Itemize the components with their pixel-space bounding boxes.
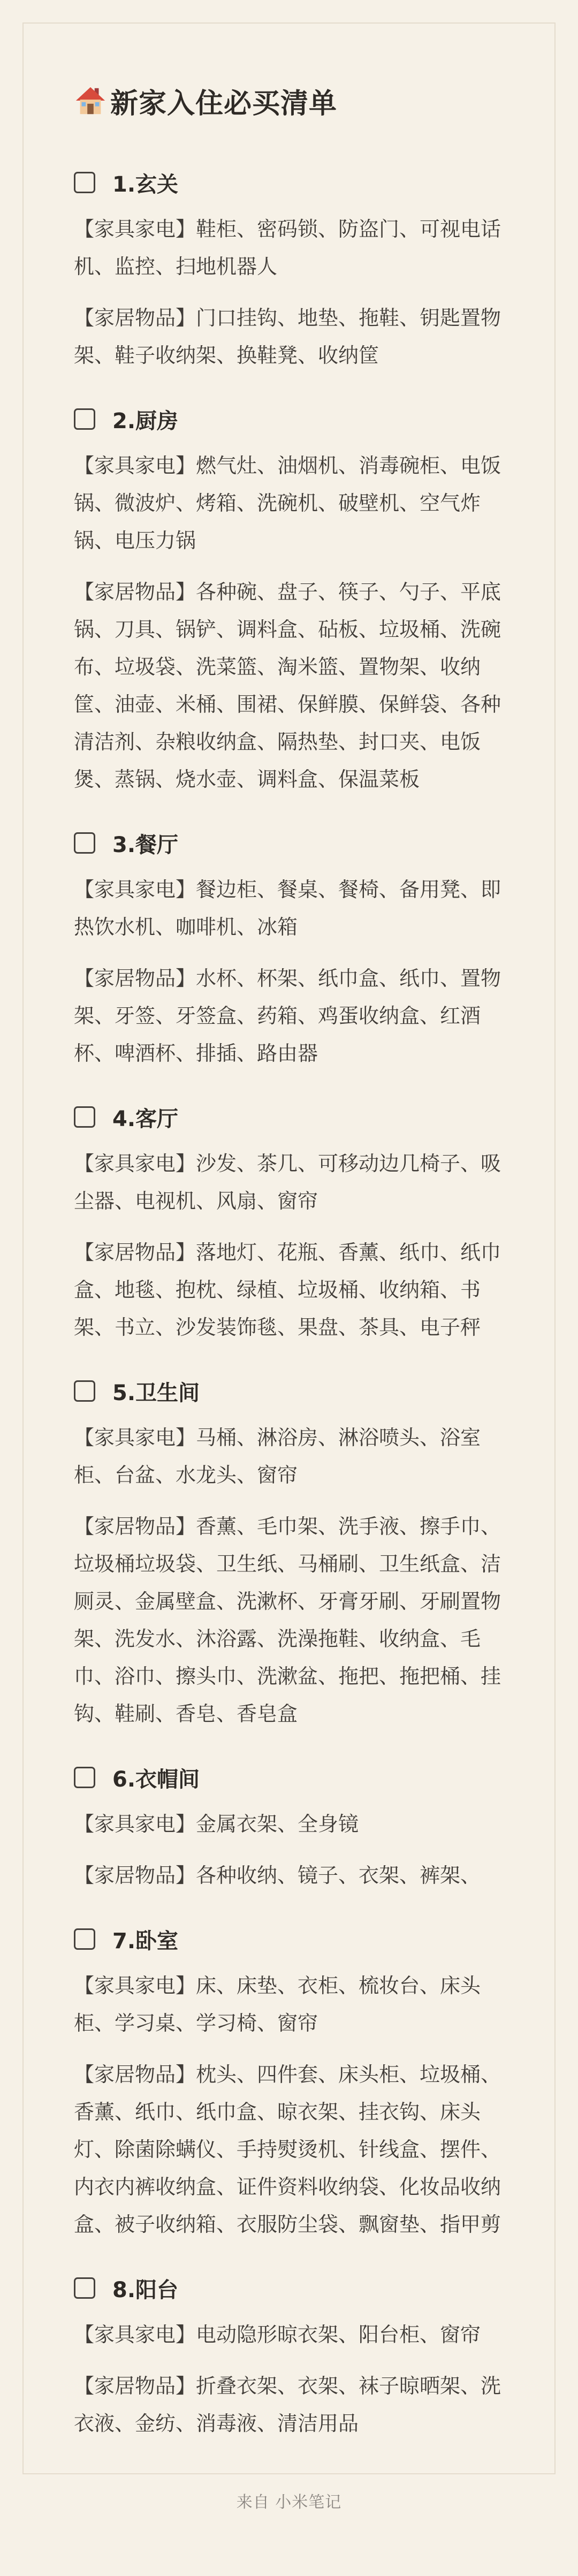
category-label: 【家居物品】	[74, 2374, 196, 2398]
item-paragraph	[74, 573, 513, 798]
item-paragraph	[74, 299, 513, 374]
category-label: 【家居物品】	[74, 580, 196, 604]
item-paragraph	[74, 1857, 513, 1894]
category-label: 【家具家电】	[74, 217, 196, 241]
item-list-text: 餐边柜、餐桌、餐椅、备用凳、即热饮水机、咖啡机、冰箱	[74, 878, 501, 939]
category-label: 【家具家电】	[74, 454, 196, 477]
section-header	[74, 1095, 513, 1139]
item-list-text: 落地灯、花瓶、香薰、纸巾、纸巾盒、地毯、抱枕、绿植、垃圾桶、收纳箱、书架、书立、沙发装饰毯、果盘、茶具、电子秤	[74, 1241, 501, 1339]
category-label: 【家居物品】	[74, 1241, 196, 1264]
category-label: 【家具家电】	[74, 1974, 196, 1997]
item-paragraph	[74, 2367, 513, 2442]
checklist-section	[74, 1755, 513, 1894]
item-paragraph	[74, 210, 513, 285]
item-list-text: 马桶、淋浴房、淋浴喷头、浴室柜、台盆、水龙头、窗帘	[74, 1426, 481, 1487]
house-icon	[74, 84, 107, 117]
item-list-text: 沙发、茶几、可移动边几椅子、吸尘器、电视机、风扇、窗帘	[74, 1152, 501, 1213]
checklist-section	[74, 397, 513, 798]
section-title: 4.客厅	[112, 1106, 179, 1131]
item-list-text: 电动隐形晾衣架、阳台柜、窗帘	[196, 2323, 481, 2346]
category-label: 【家居物品】	[74, 1515, 196, 1538]
item-list-text: 折叠衣架、衣架、袜子晾晒架、洗衣液、金纺、消毒液、清洁用品	[74, 2374, 501, 2435]
checklist-section	[74, 2266, 513, 2442]
item-paragraph	[74, 2056, 513, 2243]
section-checkbox[interactable]	[74, 172, 95, 193]
checklist	[74, 160, 513, 2442]
item-list-text: 床、床垫、衣柜、梳妆台、床头柜、学习桌、学习椅、窗帘	[74, 1974, 481, 2035]
category-label: 【家居物品】	[74, 1864, 196, 1887]
item-paragraph	[74, 960, 513, 1072]
item-paragraph	[74, 1805, 513, 1843]
category-label: 【家具家电】	[74, 1812, 196, 1836]
section-title: 3.餐厅	[112, 832, 179, 857]
note-title	[74, 78, 513, 124]
section-checkbox[interactable]	[74, 1380, 95, 1402]
section-checkbox[interactable]	[74, 2277, 95, 2299]
category-label: 【家居物品】	[74, 2063, 196, 2086]
section-checkbox[interactable]	[74, 408, 95, 430]
item-paragraph	[74, 447, 513, 559]
section-checkbox[interactable]	[74, 832, 95, 854]
checklist-section	[74, 1917, 513, 2243]
item-paragraph	[74, 1145, 513, 1220]
section-header	[74, 1917, 513, 1962]
category-label: 【家居物品】	[74, 306, 196, 330]
item-list-text: 金属衣架、全身镜	[196, 1812, 359, 1836]
section-title: 5.卫生间	[112, 1380, 200, 1405]
category-label: 【家具家电】	[74, 878, 196, 901]
section-header	[74, 820, 513, 865]
item-list-text: 鞋柜、密码锁、防盗门、可视电话机、监控、扫地机器人	[74, 217, 501, 278]
section-checkbox[interactable]	[74, 1106, 95, 1128]
section-title: 1.玄关	[112, 172, 179, 197]
category-label: 【家具家电】	[74, 1152, 196, 1175]
item-paragraph	[74, 1967, 513, 2042]
item-paragraph	[74, 871, 513, 946]
checklist-section	[74, 1369, 513, 1732]
section-title: 6.衣帽间	[112, 1767, 200, 1792]
item-list-text: 各种收纳、镜子、衣架、裤架、	[196, 1864, 481, 1887]
section-header	[74, 2266, 513, 2311]
section-title: 2.厨房	[112, 408, 179, 434]
checklist-section	[74, 160, 513, 374]
section-title: 7.卧室	[112, 1928, 179, 1954]
item-paragraph	[74, 1234, 513, 1346]
item-list-text: 水杯、杯架、纸巾盒、纸巾、置物架、牙签、牙签盒、药箱、鸡蛋收纳盒、红酒杯、啤酒杯、排插、路由器	[74, 967, 501, 1065]
checklist-section	[74, 1095, 513, 1346]
category-label: 【家具家电】	[74, 1426, 196, 1449]
note-content[interactable]	[74, 78, 513, 2465]
item-list-text: 香薰、毛巾架、洗手液、擦手巾、垃圾桶垃圾袋、卫生纸、马桶刷、卫生纸盒、洁厕灵、金属壁盒、洗漱杯、牙膏牙刷、牙刷置物架、洗发水、沐浴露、洗澡拖鞋、收纳盒、毛巾、浴巾、擦头巾、洗漱盆、拖把、拖把桶、挂钩、鞋刷、香皂、香皂盒	[74, 1515, 501, 1726]
section-header	[74, 1755, 513, 1800]
item-paragraph	[74, 1419, 513, 1494]
item-list-text: 枕头、四件套、床头柜、垃圾桶、香薰、纸巾、纸巾盒、晾衣架、挂衣钩、床头灯、除菌除螨仪、手持熨烫机、针线盒、摆件、内衣内裤收纳盒、证件资料收纳袋、化妆品收纳盒、被子收纳箱、衣服防尘袋、飘窗垫、指甲剪	[74, 2063, 501, 2236]
note-title-text: 新家入住必买清单	[110, 87, 338, 120]
footer-source: 来自 小米笔记	[236, 2493, 342, 2512]
item-list-text: 各种碗、盘子、筷子、勺子、平底锅、刀具、锅铲、调料盒、砧板、垃圾桶、洗碗布、垃圾袋、洗菜篮、淘米篮、置物架、收纳筐、油壶、米桶、围裙、保鲜膜、保鲜袋、各种清洁剂、杂粮收纳盒、隔热垫、封口夹、电饭煲、蒸锅、烧水壶、调料盒、保温菜板	[74, 580, 501, 791]
category-label: 【家居物品】	[74, 967, 196, 990]
section-checkbox[interactable]	[74, 1767, 95, 1788]
item-list-text: 门口挂钩、地垫、拖鞋、钥匙置物架、鞋子收纳架、换鞋凳、收纳筐	[74, 306, 501, 367]
section-header	[74, 1369, 513, 1414]
category-label: 【家具家电】	[74, 2323, 196, 2346]
section-title: 8.阳台	[112, 2277, 179, 2303]
section-header	[74, 160, 513, 205]
item-paragraph	[74, 2316, 513, 2353]
section-checkbox[interactable]	[74, 1928, 95, 1950]
item-paragraph	[74, 1508, 513, 1732]
item-list-text: 燃气灶、油烟机、消毒碗柜、电饭锅、微波炉、烤箱、洗碗机、破壁机、空气炸锅、电压力锅	[74, 454, 501, 552]
checklist-section	[74, 820, 513, 1072]
section-header	[74, 397, 513, 442]
